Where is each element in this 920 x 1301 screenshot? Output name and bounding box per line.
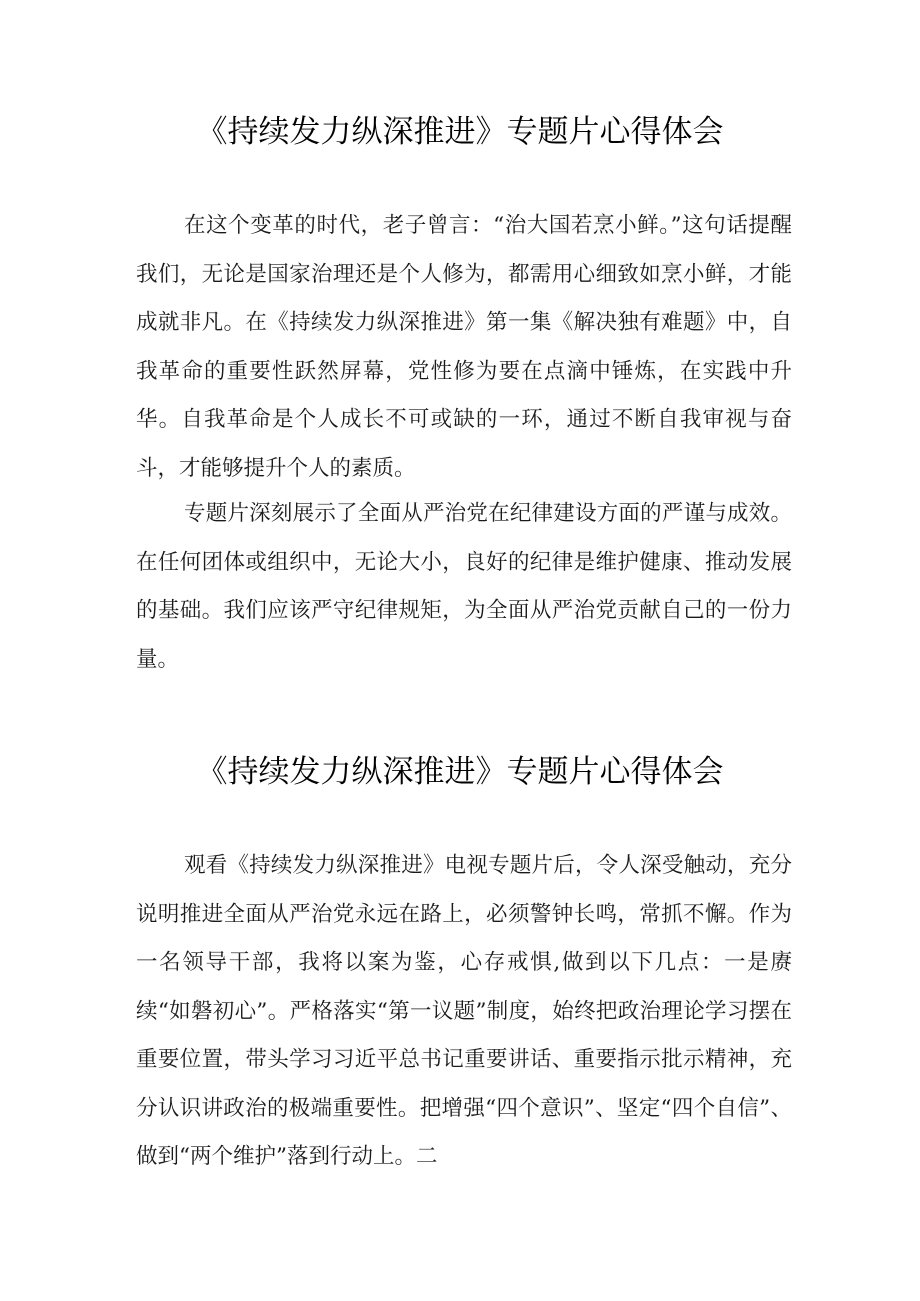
section-1-paragraph-1: 在这个变革的时代，老子曾言：“治大国若烹小鲜。”这句话提醒我们，无论是国家治理还是个人修为，都需用心细致如烹小鲜，才能成就非凡。在《持续发力纵深推进》第一集《解决独有难题》中，自我革命的重要性跃然屏幕，党性修为要在点滴中锤炼，在实践中升华。自我革命是个人成长不可或缺的一环，通过不断自我审视与奋斗，才能够提升个人的素质。 [136,213,792,481]
section-1-title: 《持续发力纵深推进》专题片心得体会 [196,114,724,150]
section-2-title: 《持续发力纵深推进》专题片心得体会 [196,754,724,790]
section-1-paragraph-2: 专题片深刻展示了全面从严治党在纪律建设方面的严谨与成效。在任何团体或组织中，无论大小，良好的纪律是维护健康、推动发展的基础。我们应该严守纪律规矩，为全面从严治党贡献自己的一份力量。 [136,501,792,672]
section-2-paragraph-1: 观看《持续发力纵深推进》电视专题片后，令人深受触动，充分说明推进全面从严治党永远在路上，必须警钟长鸣，常抓不懈。作为一名领导干部，我将以案为鉴，心存戒惧,做到以下几点：一是赓续“如磐初心”。严格落实“第一议题”制度，始终把政治理论学习摆在重要位置，带头学习习近平总书记重要讲话、重要指示批示精神，充分认识讲政治的极端重要性。把增强“四个意识”、坚定“四个自信”、做到“两个维护”落到行动上。二 [136,853,792,1169]
